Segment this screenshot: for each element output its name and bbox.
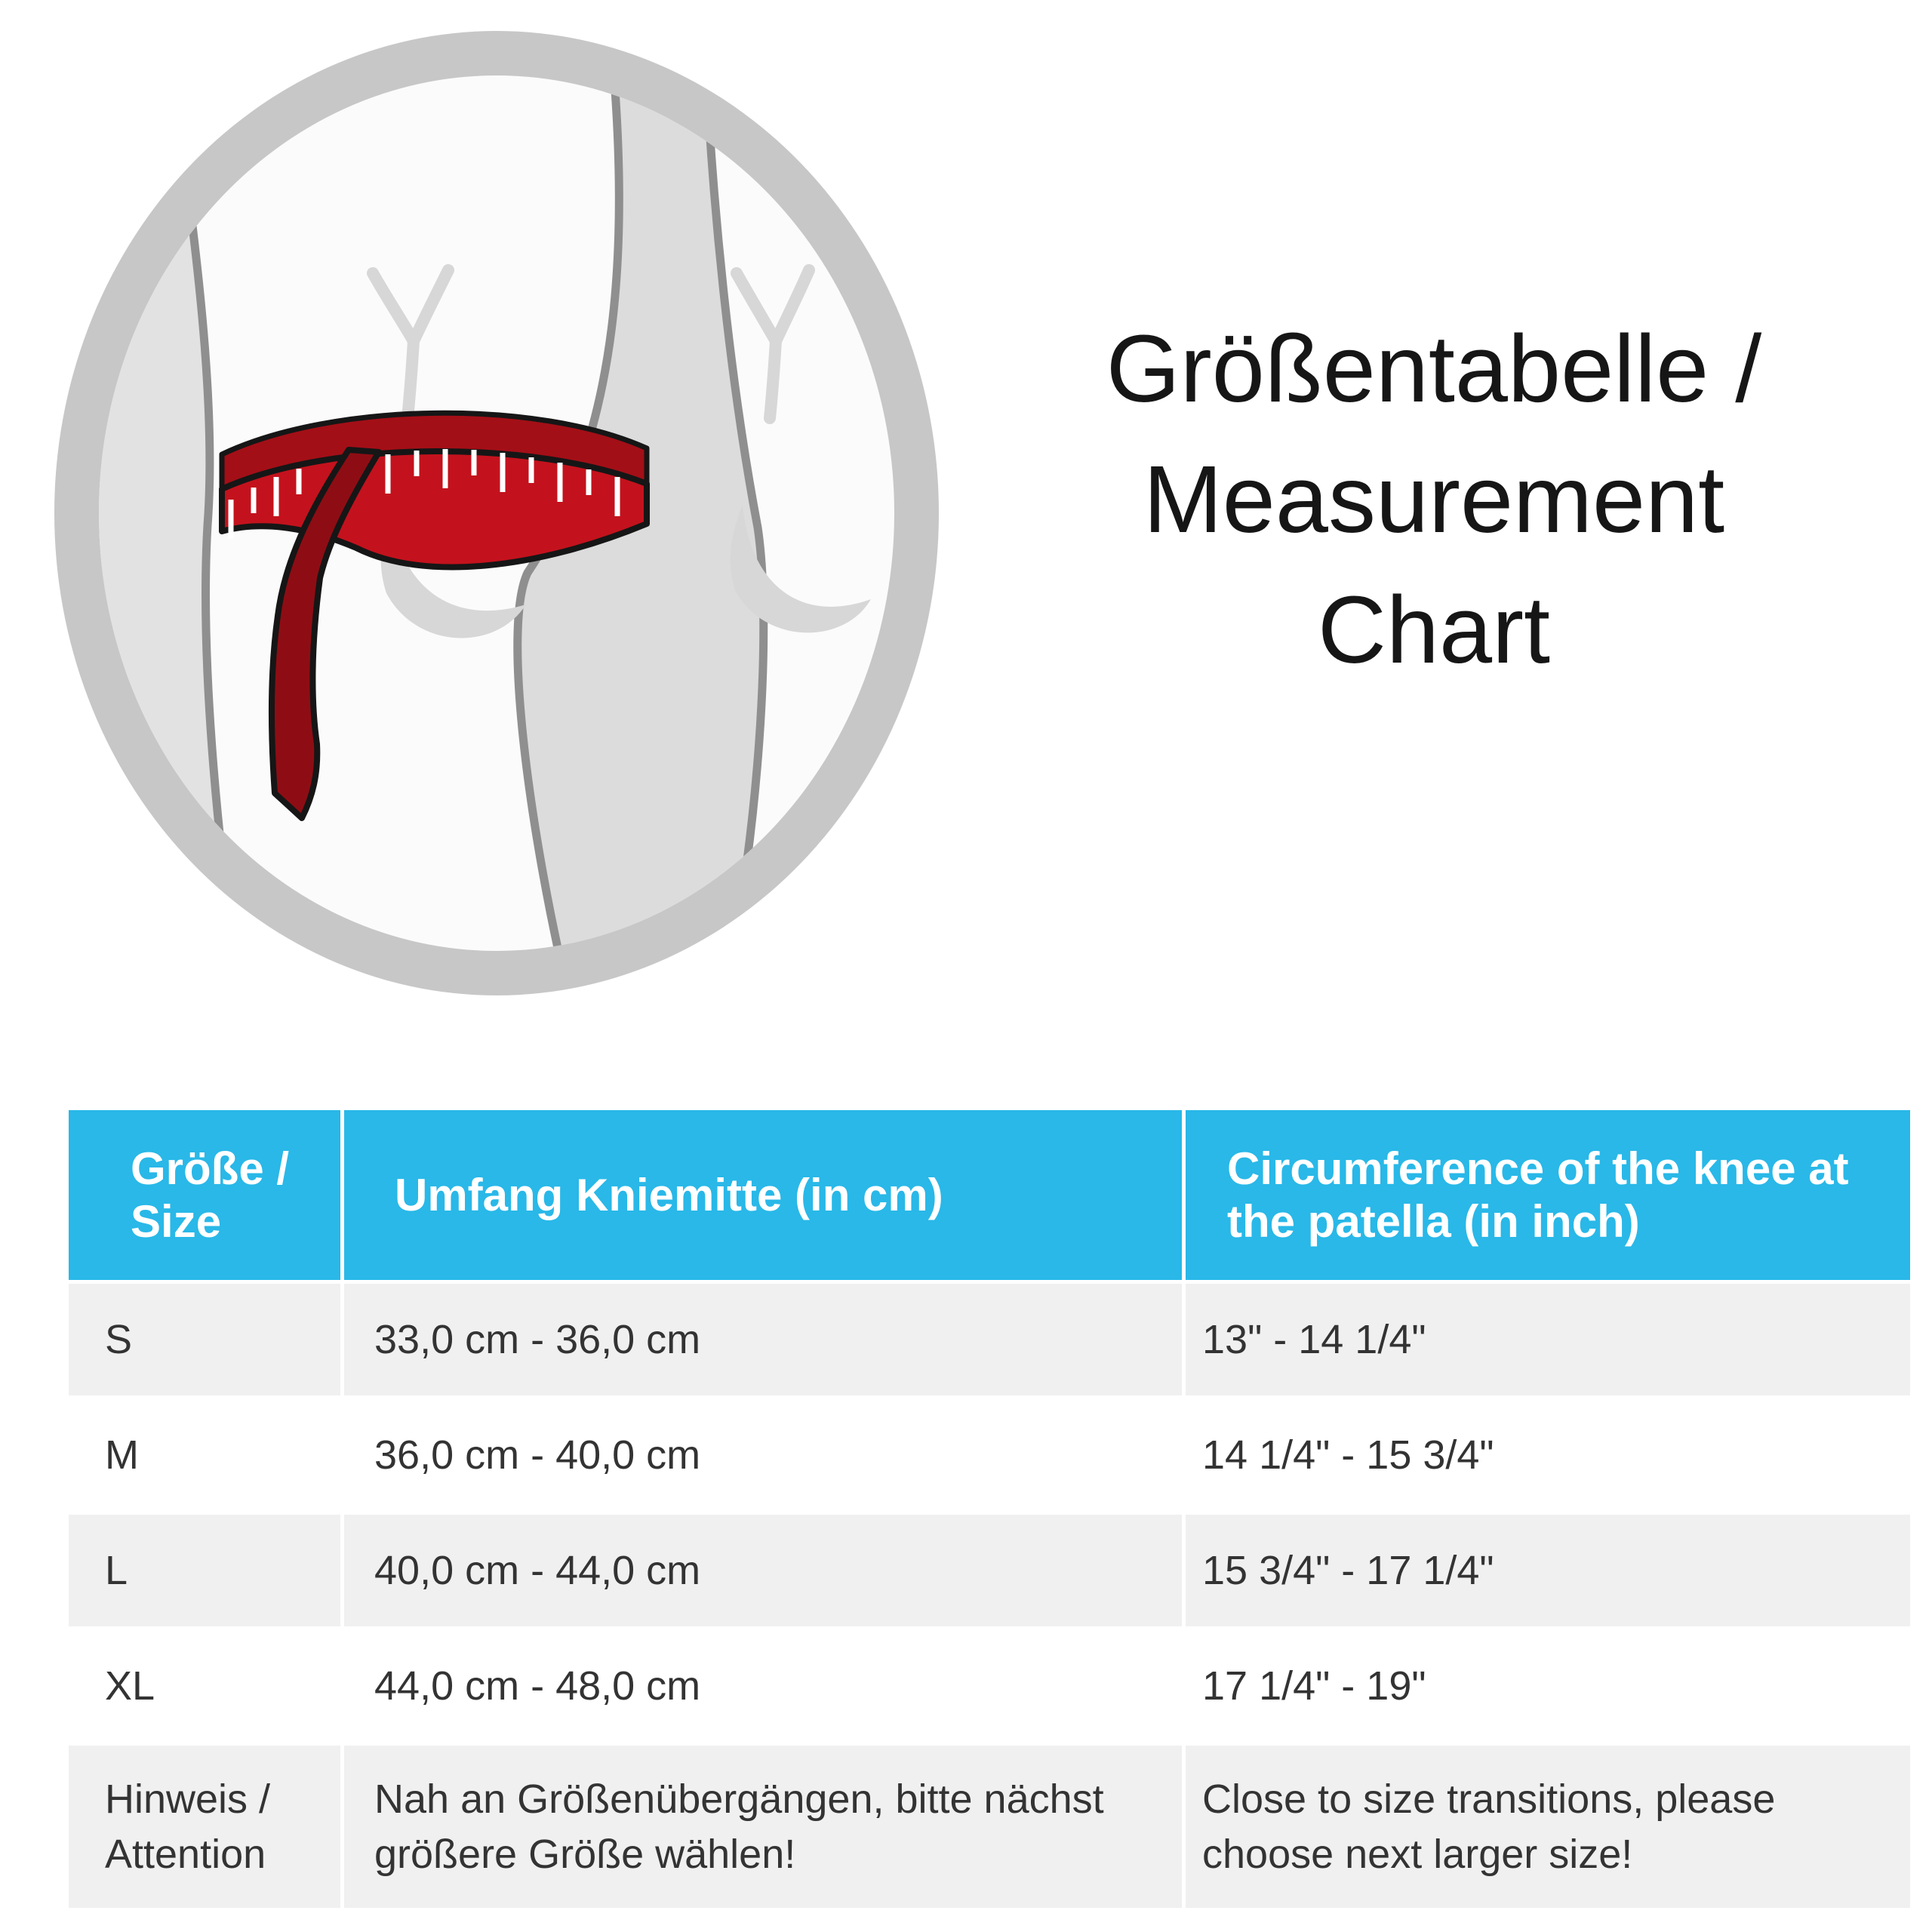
header-size: Größe / Size [69,1110,340,1280]
knee-illustration [47,26,946,1001]
cell-cm: 33,0 cm - 36,0 cm [344,1284,1182,1395]
table-header-row [69,1110,1910,1280]
table-row-l [69,1515,1910,1626]
cell-cm: 44,0 cm - 48,0 cm [344,1630,1182,1742]
page-title-line-1: Größentabelle / [1106,315,1762,422]
page-title-line-3: Chart [1317,577,1551,683]
cell-inch: 17 1/4" - 19" [1186,1630,1910,1742]
cell-cm: 36,0 cm - 40,0 cm [344,1399,1182,1511]
cell-inch: Close to size transitions, please choose next larger size! [1186,1746,1910,1908]
page-title [936,303,1932,695]
cell-size: Hinweis / Attention [69,1746,340,1908]
cell-inch: 15 3/4" - 17 1/4" [1186,1515,1910,1626]
cell-size: S [69,1284,340,1395]
table-row-xl [69,1630,1910,1742]
page-title-line-2: Measurement [1143,446,1725,552]
cell-inch: 14 1/4" - 15 3/4" [1186,1399,1910,1511]
cell-size: L [69,1515,340,1626]
header-circumference-cm: Umfang Kniemitte (in cm) [344,1110,1182,1280]
table-row-m [69,1399,1910,1511]
header-circumference-inch: Circumference of the knee at the patella (in inch) [1186,1110,1910,1280]
cell-cm: Nah an Größenübergängen, bitte nächst größere Größe wählen! [344,1746,1182,1908]
cell-cm: 40,0 cm - 44,0 cm [344,1515,1182,1626]
size-table [65,1106,1914,1912]
table-row-s [69,1284,1910,1395]
cell-inch: 13" - 14 1/4" [1186,1284,1910,1395]
knee-with-measuring-tape-icon [47,26,946,1001]
table-row-attention [69,1746,1910,1908]
cell-size: M [69,1399,340,1511]
cell-size: XL [69,1630,340,1742]
